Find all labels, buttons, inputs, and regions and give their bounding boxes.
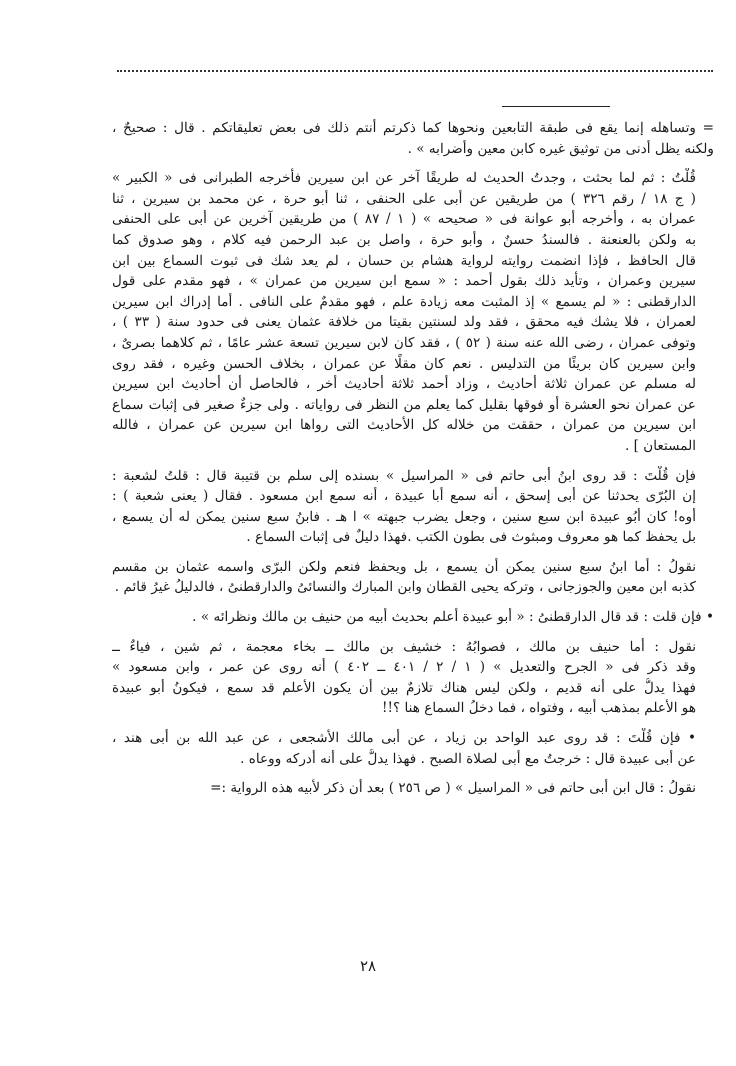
text-line: كذبه ابن معين والجوزجانى ، وتركه يحيى القطان وابن المبارك والنسائىُ والدارقطنىُ ، فالدليلُ غيرُ قائم .	[114, 579, 696, 596]
text-line: فإن قُلْتَ : قد روى ابنُ أبى حاتم فى « المراسيل » بسنده إلى سلم بن قتيبة قال : قلتُ لشعبة :	[112, 467, 696, 484]
text-line: قال الحافظ ، فإذا انضمت روايته لرواية هشام بن حسان ، لم يعد شك فى ثبوت السماع بين ابن	[112, 252, 696, 269]
text-line: به ولكن بالعنعنة . فالسندُ حسنٌ ، وأبو حرة ، واصل بن عبد الرحمن فيه كلام ، وهو صدوق كما	[112, 231, 696, 248]
text-line: • فإن قلت : قد قال الدارقطنىُ : « أبو عبيدة أعلم بحديث أبيه من حنيف بن مالك ونظرائه » .	[192, 609, 714, 626]
text-line: = وتساهله إنما يقع فى طبقة التابعين ونحوها كما ذكرتم أنتم ذلك فى بعض تعليقاتكم . قال : صحيحٌ ،	[112, 120, 714, 136]
text-line: عمران به ، وأخرجه أبو عوانة فى « صحيحه » ( ١ / ٨٧ ) من طريقين آخرين عن أبى على الحنفى	[112, 211, 696, 228]
text-line: نقول : أما حنيف بن مالك ، فصوابُهُ : خشيف بن مالك ــ بخاء معجمة ، ثم شين ، فياءٌ ــ	[112, 638, 696, 655]
paragraph	[112, 728, 714, 769]
footnote-rule	[502, 106, 610, 107]
text-line: ( ج ١٨ / رقم ٣٢٦ ) من طريقين عن أبى على الحنفى ، ثنا أبو حرة ، عن محمد بن سيرين ، ثنا	[112, 190, 696, 207]
text-line: ابن سيرين من عمران ، حققت من خلاله كل الأحاديث التى رواها ابن سيرين عن عمران ، فالله	[112, 417, 696, 434]
paragraph	[112, 168, 714, 456]
paragraph	[112, 118, 714, 159]
text-line: ولكنه يظل أدنى من توثيق غيره كابن معين وأضرابه » .	[407, 140, 714, 157]
text-line: فهذا يدلُّ على أنه قديم ، ولكن ليس هناك تلازمٌ بين أن يكون الأعلم قد سمع ، فيكونُ أبو عبيدة	[112, 679, 696, 696]
text-line: سيرين وعمران ، وتأيد ذلك بقول أحمد : « سمع ابن سيرين من عمران » ، فهو مقدم على قول	[112, 273, 696, 290]
text-line: وتوفى عمران ، رضى الله عنه سنة ( ٥٢ ) ، فقد كان لابن سيرين تسعة عشر عامًا ، ثم كلاهما بصرىٌ ،	[112, 334, 696, 351]
text-line: إن البُرّى يحدثنا عن أبى إسحق ، أنه سمع أبا عبيدة ، أنه سمع ابن مسعود . فقال ( يعنى شعبة ) :	[112, 488, 696, 505]
text-line: • فإن قُلْتَ : قد روى عبد الواحد بن زياد ، عن أبى مالك الأشجعى ، عن عبد الله بن أبى هند ،	[112, 730, 696, 747]
paragraph	[112, 607, 714, 628]
paragraph	[112, 466, 714, 548]
text-line: عن عمران نحو العشرة أو فوقها بقليل كما يعلم من النظر فى رواياته . ولى جزءٌ صغير فى إثبات سماع	[112, 396, 696, 413]
paragraph	[112, 778, 714, 799]
paragraph	[112, 557, 714, 598]
text-line: لعمران ، فلا يشك فيه محقق ، فقد ولد لسنتين بقيتا من خلافة عثمان يعنى فى حدود سنة ( ٣٣ ) ،	[112, 314, 696, 331]
text-line: الدارقطنى : « لم يسمع » إذ المثبت معه زيادة علم ، فهو مقدمٌ على النافى . أما إدراك ابن سيرين	[112, 293, 696, 310]
text-line: عن أبى عبيدة قال : خرجتُ مع أبى لصلاة الصبح . فهذا يدلُّ على أنه أدركه ووعاه .	[240, 750, 696, 767]
text-line: نقولُ : أما ابنُ سبع سنين يمكن أن يسمع ، بل ويحفظ فنعم ولكن البرّى واسمه عثمان بن مقسم	[112, 558, 696, 575]
text-line: وابن سيرين كان بريئًا من التدليس . نعم كان مقلًا عن عمران ، بخلاف الحسن وغيره ، فقد روى	[112, 355, 696, 372]
paragraph	[112, 637, 714, 719]
text-line: له مسلم عن عمران ثلاثة أحاديث ، وزاد أحمد ثلاثة أحاديث أخر ، فالحاصل أن أحاديث ابن سيرين	[112, 376, 696, 393]
text-line: المستعان ] .	[625, 437, 696, 454]
dotted-separator	[117, 70, 713, 72]
page-number: ٢٨	[359, 957, 377, 975]
text-line: أوه! كان أبُو عبيدة ابن سبع سنين ، وجعل يضرب جبهته » ا هـ . فابنُ سبع سنين يمكن له أن يسمع ،	[112, 508, 696, 525]
footnote-text-block	[112, 118, 714, 808]
text-line: بل يحفظ كما هو معروف ومبثوث فى بطون الكتب .فهذا دليلٌ فى إثبات السماع .	[246, 529, 696, 546]
text-line: هو الأعلم بمذهب أبيه ، وفتواه ، فما دخلُ السماع هنا ؟!!	[382, 700, 696, 717]
text-line: وقد ذكر فى « الجرح والتعديل » ( ١ / ٢ / ٤٠١ ــ ٤٠٢ ) أنه روى عن عمر ، وابن مسعود »	[112, 659, 696, 676]
text-line: قُلْتُ : ثم لما بحثت ، وجدتُ الحديث له طريقًا آخر عن ابن سيرين فأخرجه الطبرانى فى « الكبير »	[112, 170, 696, 187]
text-line: نقولُ : قال ابن أبى حاتم فى « المراسيل » ( ص ٢٥٦ ) بعد أن ذكر لأبيه هذه الرواية :=	[210, 780, 696, 797]
